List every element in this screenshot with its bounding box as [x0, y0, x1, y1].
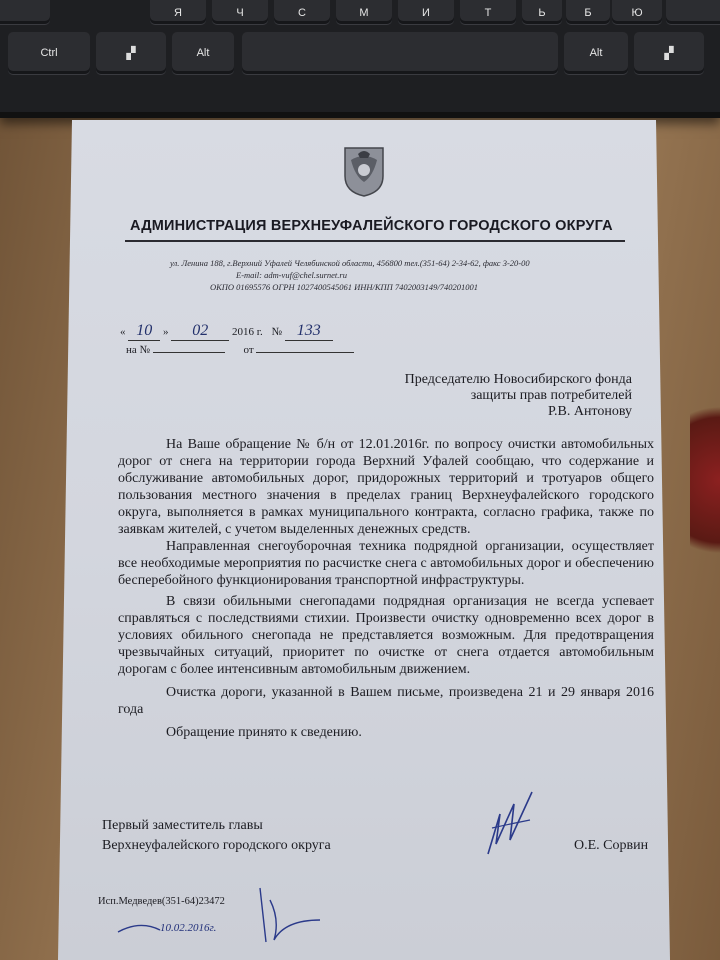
body-paragraph-4: Очистка дороги, указанной в Вашем письме, произведена 21 и 29 января 2016 года	[118, 685, 654, 717]
key-t[interactable]: Т	[460, 0, 516, 24]
recipient-line2: защиты прав потребителей	[470, 388, 632, 403]
windows-icon: ▞	[126, 46, 136, 60]
letter-body	[118, 436, 654, 741]
reg-year: 2016 г.	[232, 326, 263, 338]
from-label: от	[243, 344, 254, 356]
registration-date-line	[120, 322, 420, 341]
windows-icon: ▞	[664, 46, 674, 60]
codes-line: ОКПО 01695576 ОГРН 1027400545061 ИНН/КПП 7402003149/740201001	[210, 282, 479, 292]
key-yu[interactable]: Ю	[612, 0, 662, 24]
key-ya[interactable]: Я	[150, 0, 206, 24]
signatory-title	[102, 816, 422, 856]
reply-line	[126, 344, 386, 356]
executor-label: Исп.Медведев(351-64)23472	[98, 896, 225, 907]
reg-number: 133	[285, 322, 333, 341]
body-paragraph-2: Направленная снегоуборочная техника подрядной организации, осуществляет все необходимые мероприятия по расчистке снега с автомобильных дорог и обеспечению бесперебойного функционирования транспортной инфраструктуры.	[118, 539, 654, 588]
open-quote: «	[120, 326, 126, 338]
reg-day: 10	[128, 322, 160, 341]
reply-date-blank	[256, 352, 354, 353]
ctrl-key[interactable]: Ctrl	[8, 32, 90, 74]
reply-number-blank	[153, 352, 225, 353]
email-line: E-mail: adm-vuf@chel.surnet.ru	[236, 270, 347, 280]
alt-left-key[interactable]: Alt	[172, 32, 234, 74]
address-line: ул. Ленина 188, г.Верхний Уфалей Челябинской области, 456800 тел.(351-64) 2-34-62, факс 3-20-00	[170, 258, 530, 268]
organization-title: АДМИНИСТРАЦИЯ ВЕРХНЕУФАЛЕЙСКОГО ГОРОДСКОГО ОКРУГА	[130, 218, 613, 234]
reg-month: 02	[171, 322, 229, 341]
key-i[interactable]: И	[398, 0, 454, 24]
number-label: №	[271, 326, 283, 338]
key-m[interactable]: М	[336, 0, 392, 24]
recipient-block	[300, 372, 632, 420]
body-paragraph-1: На Ваше обращение № б/н от 12.01.2016г. по вопросу очистки автомобильных дорог от снега на территории города Верхний Уфалей сообщаю, что содержание и обслуживание автомобильных дорог, придорожных территорий и тротуаров общего пользования местного значения в пределах границ Верхнеуфалейского городского округа, выполняется в рамках муниципального контракта, согласно графика, также по заявкам жителей, с учетом выделенных денежных средств.	[118, 437, 654, 537]
reply-label: на №	[126, 344, 151, 356]
body-paragraph-5: Обращение принято к сведению.	[166, 725, 362, 740]
executor-handwritten-date: 10.02.2016г.	[160, 922, 217, 934]
key-s[interactable]: С	[274, 0, 330, 24]
recipient-line1: Председателю Новосибирского фонда	[404, 372, 632, 387]
recipient-line3: Р.В. Антонову	[547, 404, 632, 419]
key-b[interactable]: Б	[566, 0, 610, 24]
key-soft[interactable]: Ь	[522, 0, 562, 24]
key-ch[interactable]: Ч	[212, 0, 268, 24]
alt-right-key[interactable]: Alt	[564, 32, 628, 74]
city-coat-of-arms-icon	[343, 146, 385, 198]
body-paragraph-3: В связи обильными снегопадами подрядная организация не всегда успевает справляться с последствиями стихии. Произвести очистку одновременно всех дорог в условиях обильного снегопада не представляется возможным. Для предотвращения чрезвычайных ситуаций, приоритет по очистке от снега отдается автомобильным дорогам с более интенсивным автомобильным движением.	[118, 594, 654, 677]
header-divider	[125, 240, 625, 242]
signatory-title-line2: Верхнеуфалейского городского округа	[102, 838, 331, 853]
executor-handwritten-mark	[110, 880, 330, 950]
signatory-name: О.Е. Сорвин	[574, 838, 649, 853]
handwritten-signature	[470, 784, 550, 860]
close-quote: »	[163, 326, 169, 338]
signatory-title-line1: Первый заместитель главы	[102, 818, 263, 833]
